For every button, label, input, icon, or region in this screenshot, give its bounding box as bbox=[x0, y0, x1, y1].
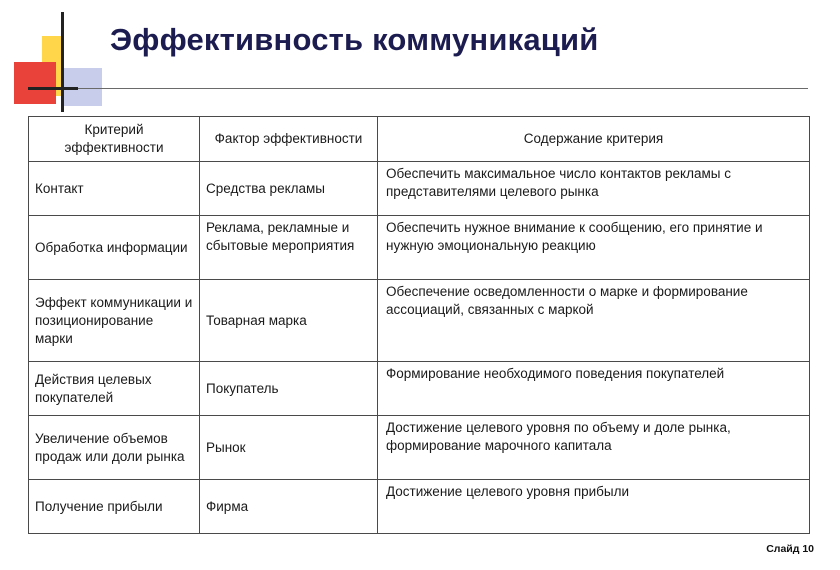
content-cell: Обеспечение осведомленности о марке и формирование ассоциаций, связанных с маркой bbox=[377, 280, 809, 361]
content-cell: Формирование необходимого поведения покупателей bbox=[377, 362, 809, 415]
factor-cell: Реклама, рекламные и сбытовые мероприятия bbox=[199, 216, 377, 279]
factor-cell: Покупатель bbox=[199, 362, 377, 415]
factor-cell: Средства рекламы bbox=[199, 162, 377, 215]
content-cell: Обеспечить максимальное число контактов рекламы с представителями целевого рынка bbox=[377, 162, 809, 215]
table-row bbox=[29, 361, 809, 415]
table-header-row bbox=[29, 117, 809, 161]
factor-cell: Товарная марка bbox=[199, 280, 377, 361]
header-content: Содержание критерия bbox=[377, 117, 809, 161]
slide-number: Слайд 10 bbox=[766, 543, 814, 555]
title-divider-line bbox=[28, 88, 808, 89]
table-row bbox=[29, 161, 809, 215]
decor-red-square bbox=[14, 62, 56, 104]
factor-cell: Рынок bbox=[199, 416, 377, 479]
header-criterion: Критерий эффективности bbox=[64, 122, 164, 155]
decor-horizontal-line bbox=[28, 87, 78, 90]
table-row bbox=[29, 479, 809, 533]
slide-title: Эффективность коммуникаций bbox=[110, 22, 599, 57]
criterion-cell: Действия целевых покупателей bbox=[35, 371, 152, 405]
header-factor: Фактор эффективности bbox=[199, 117, 377, 161]
decor-vertical-line bbox=[61, 12, 64, 112]
criteria-table bbox=[28, 116, 810, 534]
table-row bbox=[29, 415, 809, 479]
criterion-cell: Обработка информации bbox=[35, 239, 188, 255]
criterion-cell: Получение прибыли bbox=[35, 498, 163, 514]
criterion-cell: Эффект коммуникации и позиционирование марки bbox=[35, 294, 193, 346]
criterion-cell: Контакт bbox=[35, 180, 84, 196]
content-cell: Обеспечить нужное внимание к сообщению, его принятие и нужную эмоциональную реакцию bbox=[377, 216, 809, 279]
content-cell: Достижение целевого уровня по объему и доле рынка, формирование марочного капитала bbox=[377, 416, 809, 479]
factor-cell: Фирма bbox=[199, 480, 377, 533]
criterion-cell: Увеличение объемов продаж или доли рынка bbox=[35, 430, 185, 464]
table-row bbox=[29, 215, 809, 279]
table-row bbox=[29, 279, 809, 361]
content-cell: Достижение целевого уровня прибыли bbox=[377, 480, 809, 533]
